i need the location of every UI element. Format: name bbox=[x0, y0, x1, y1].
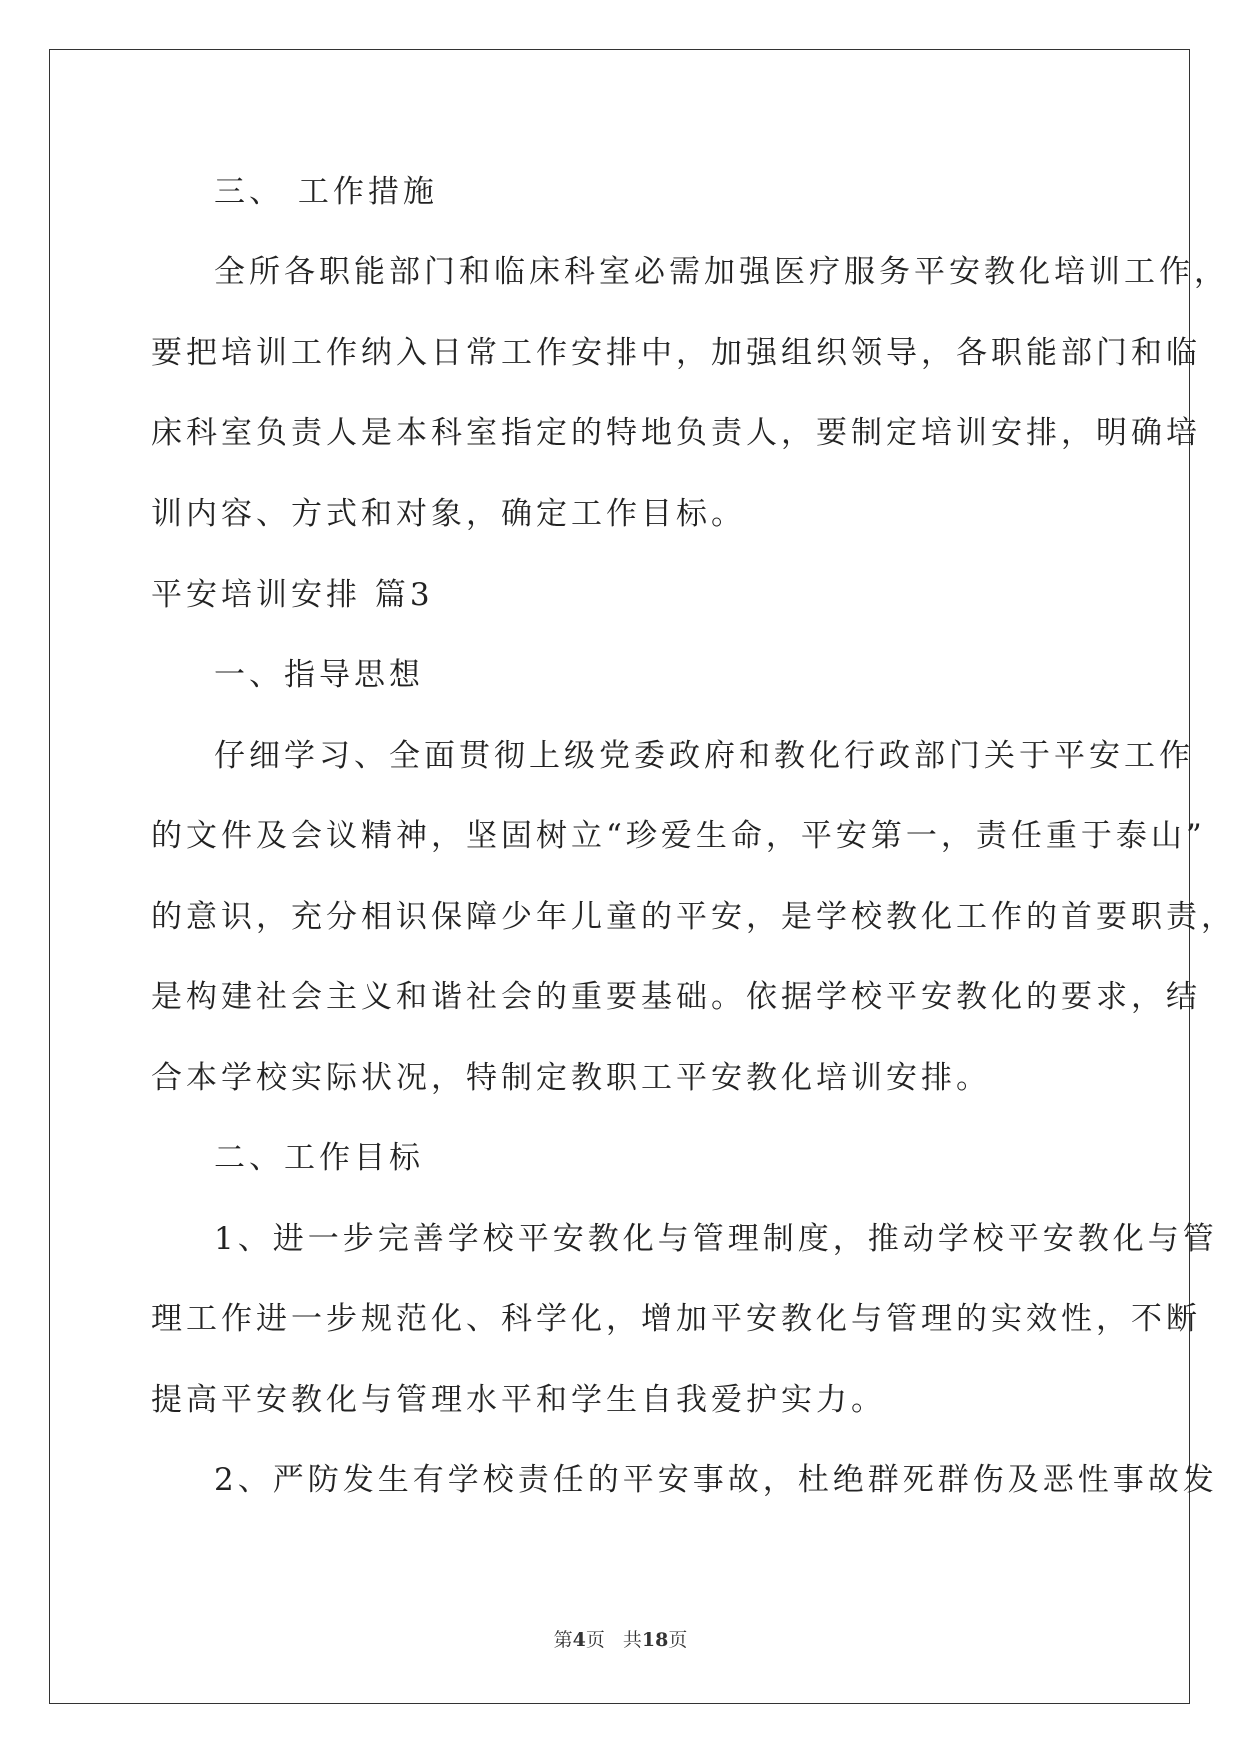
section-heading-goals: 二、工作目标 bbox=[214, 1140, 424, 1176]
page-border bbox=[49, 49, 1190, 1704]
paragraph-line: 床科室负责人是本科室指定的特地负责人，要制定培训安排，明确培 bbox=[151, 415, 1201, 451]
paragraph-line: 理工作进一步规范化、科学化，增加平安教化与管理的实效性，不断 bbox=[151, 1301, 1201, 1337]
chapter-title: 平安培训安排 篇3 bbox=[151, 577, 434, 613]
paragraph-line: 全所各职能部门和临床科室必需加强医疗服务平安教化培训工作， bbox=[214, 254, 1229, 290]
paragraph-line: 的文件及会议精神，坚固树立“珍爱生命，平安第一，责任重于泰山” bbox=[151, 818, 1206, 854]
footer-page-prefix: 第 bbox=[553, 1629, 573, 1651]
section-heading-guidance: 一、指导思想 bbox=[214, 657, 424, 693]
paragraph-line: 提高平安教化与管理水平和学生自我爱护实力。 bbox=[151, 1382, 886, 1418]
paragraph-line: 合本学校实际状况，特制定教职工平安教化培训安排。 bbox=[151, 1060, 991, 1096]
paragraph-line: 的意识，充分相识保障少年儿童的平安，是学校教化工作的首要职责， bbox=[151, 899, 1236, 935]
page-footer bbox=[0, 1628, 1241, 1652]
paragraph-line: 1、进一步完善学校平安教化与管理制度，推动学校平安教化与管 bbox=[214, 1221, 1218, 1257]
footer-page-number: 4 bbox=[572, 1629, 586, 1651]
footer-total-suffix: 页 bbox=[668, 1629, 688, 1651]
paragraph-line: 训内容、方式和对象，确定工作目标。 bbox=[151, 496, 746, 532]
paragraph-line: 是构建社会主义和谐社会的重要基础。依据学校平安教化的要求，结 bbox=[151, 979, 1201, 1015]
footer-total-number: 18 bbox=[641, 1629, 669, 1651]
footer-page-suffix: 页 bbox=[585, 1629, 605, 1651]
section-heading-measures: 三、 工作措施 bbox=[214, 174, 438, 210]
paragraph-line: 仔细学习、全面贯彻上级党委政府和教化行政部门关于平安工作 bbox=[214, 738, 1194, 774]
footer-total-prefix: 共 bbox=[622, 1629, 642, 1651]
paragraph-line: 要把培训工作纳入日常工作安排中，加强组织领导，各职能部门和临 bbox=[151, 335, 1201, 371]
paragraph-line: 2、严防发生有学校责任的平安事故，杜绝群死群伤及恶性事故发 bbox=[214, 1462, 1218, 1498]
